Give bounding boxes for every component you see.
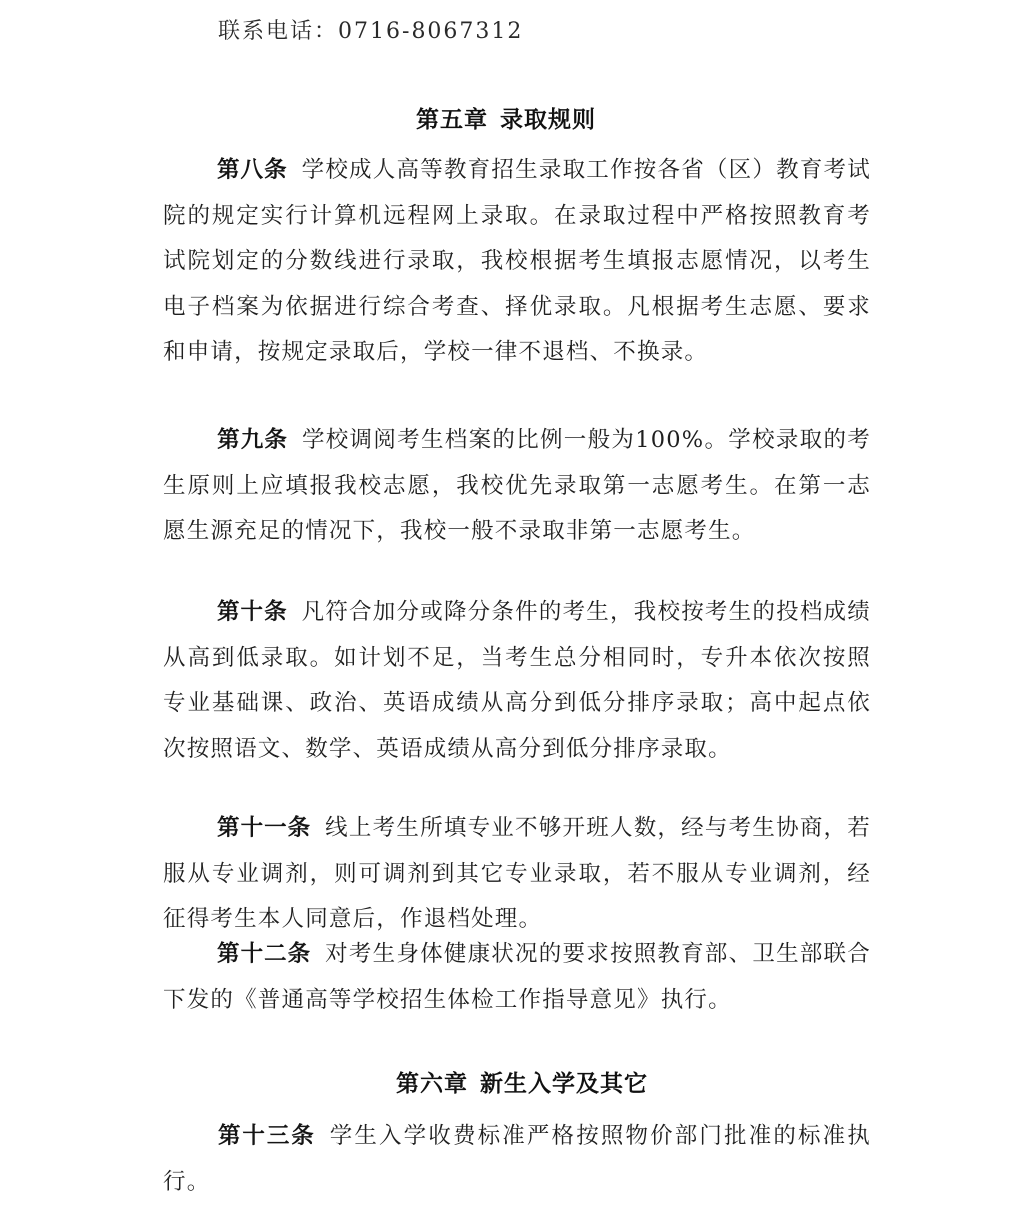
article-text: 线上考生所填专业不够开班人数，经与考生协商，若服从专业调剂，则可调剂到其它专业录取，若不服从专业调剂，经征得考生本人同意后，作退档处理。 bbox=[163, 815, 871, 932]
article-text: 凡符合加分或降分条件的考生，我校按考生的投档成绩从高到低录取。如计划不足，当考生总分相同时，专升本依次按照专业基础课、政治、英语成绩从高分到低分排序录取；高中起点依次按照语文、数学、英语成绩从高分到低分排序录取。 bbox=[163, 599, 871, 762]
article-text: 学生入学收费标准严格按照物价部门批准的标准执行。 bbox=[163, 1123, 871, 1195]
chapter-title: 录取规则 bbox=[500, 107, 596, 133]
article-9 bbox=[163, 418, 871, 555]
article-number: 第十三条 bbox=[217, 1123, 316, 1149]
article-number: 第十二条 bbox=[217, 941, 312, 967]
article-13 bbox=[163, 1114, 871, 1205]
contact-label: 联系电话： bbox=[218, 19, 339, 44]
article-8 bbox=[163, 148, 871, 376]
article-number: 第八条 bbox=[217, 157, 288, 183]
contact-phone: 0716-8067312 bbox=[338, 19, 524, 44]
article-number: 第九条 bbox=[217, 427, 288, 453]
chapter-title: 新生入学及其它 bbox=[480, 1071, 648, 1097]
chapter-number: 第五章 bbox=[416, 107, 488, 133]
article-text: 学校成人高等教育招生录取工作按各省（区）教育考试院的规定实行计算机远程网上录取。在录取过程中严格按照教育考试院划定的分数线进行录取，我校根据考生填报志愿情况，以考生电子档案为依据进行综合考查、择优录取。凡根据考生志愿、要求和申请，按规定录取后，学校一律不退档、不换录。 bbox=[163, 157, 871, 365]
chapter-heading-6 bbox=[10, 1065, 1024, 1098]
article-text: 对考生身体健康状况的要求按照教育部、卫生部联合下发的《普通高等学校招生体检工作指导意见》执行。 bbox=[163, 941, 871, 1013]
contact-line bbox=[218, 14, 523, 45]
article-11 bbox=[163, 806, 871, 943]
chapter-heading-5 bbox=[0, 101, 1018, 134]
article-12 bbox=[163, 932, 871, 1023]
article-number: 第十一条 bbox=[217, 815, 312, 841]
article-10 bbox=[163, 590, 871, 772]
article-text: 学校调阅考生档案的比例一般为100%。学校录取的考生原则上应填报我校志愿，我校优先录取第一志愿考生。在第一志愿生源充足的情况下，我校一般不录取非第一志愿考生。 bbox=[163, 427, 871, 544]
article-number: 第十条 bbox=[217, 599, 288, 625]
chapter-number: 第六章 bbox=[396, 1071, 468, 1097]
